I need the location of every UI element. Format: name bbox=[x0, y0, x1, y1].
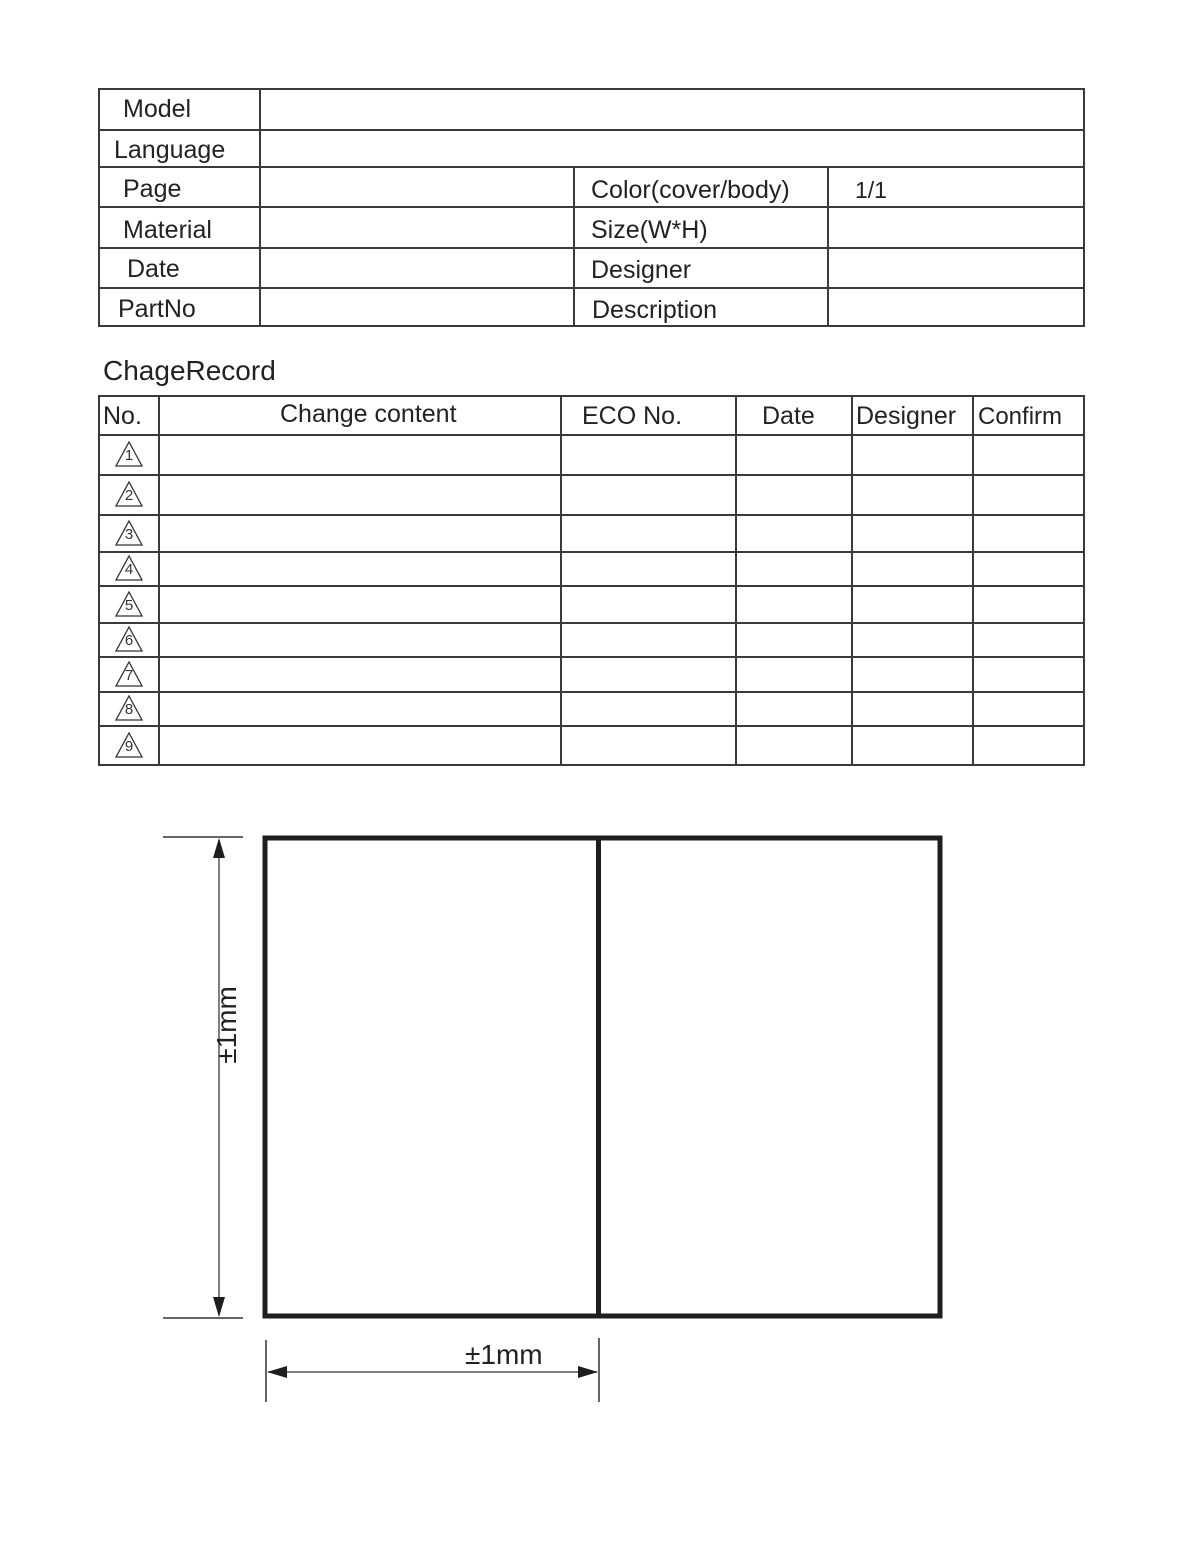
header-no: No. bbox=[103, 402, 142, 430]
arrow-left-icon bbox=[267, 1366, 287, 1378]
revision-number: 5 bbox=[124, 596, 134, 614]
material-label: Material bbox=[123, 216, 212, 244]
header-confirm: Confirm bbox=[978, 403, 1063, 430]
header-designer: Designer bbox=[856, 402, 957, 430]
header-eco-no: ECO No. bbox=[582, 402, 683, 430]
revision-number: 8 bbox=[124, 701, 134, 718]
description-label: Description bbox=[592, 296, 718, 324]
arrow-down-icon bbox=[213, 1297, 225, 1317]
revision-number: 6 bbox=[124, 632, 134, 649]
header-change-content: Change content bbox=[280, 400, 457, 428]
height-tolerance-label: ±1mm bbox=[210, 986, 242, 1064]
color-label: Color(cover/body) bbox=[591, 176, 790, 204]
header-date: Date bbox=[762, 402, 815, 430]
designer-label: Designer bbox=[591, 256, 692, 284]
arrow-right-icon bbox=[578, 1366, 598, 1378]
revision-number: 9 bbox=[124, 737, 134, 755]
width-tolerance-label: ±1mm bbox=[465, 1339, 543, 1370]
color-value: 1/1 bbox=[855, 177, 887, 203]
arrow-up-icon bbox=[213, 838, 225, 858]
change-record-title: ChageRecord bbox=[103, 355, 276, 386]
revision-number: 1 bbox=[124, 447, 134, 464]
language-label: Language bbox=[114, 136, 226, 164]
revision-number: 4 bbox=[124, 561, 134, 578]
revision-number: 2 bbox=[124, 487, 134, 504]
model-label: Model bbox=[123, 95, 192, 123]
partno-label: PartNo bbox=[118, 295, 196, 323]
layout-outline bbox=[265, 838, 940, 1316]
revision-number: 3 bbox=[124, 525, 134, 543]
revision-number: 7 bbox=[124, 666, 134, 684]
date-label: Date bbox=[127, 255, 180, 283]
page-label: Page bbox=[123, 175, 182, 203]
size-label: Size(W*H) bbox=[591, 216, 708, 244]
